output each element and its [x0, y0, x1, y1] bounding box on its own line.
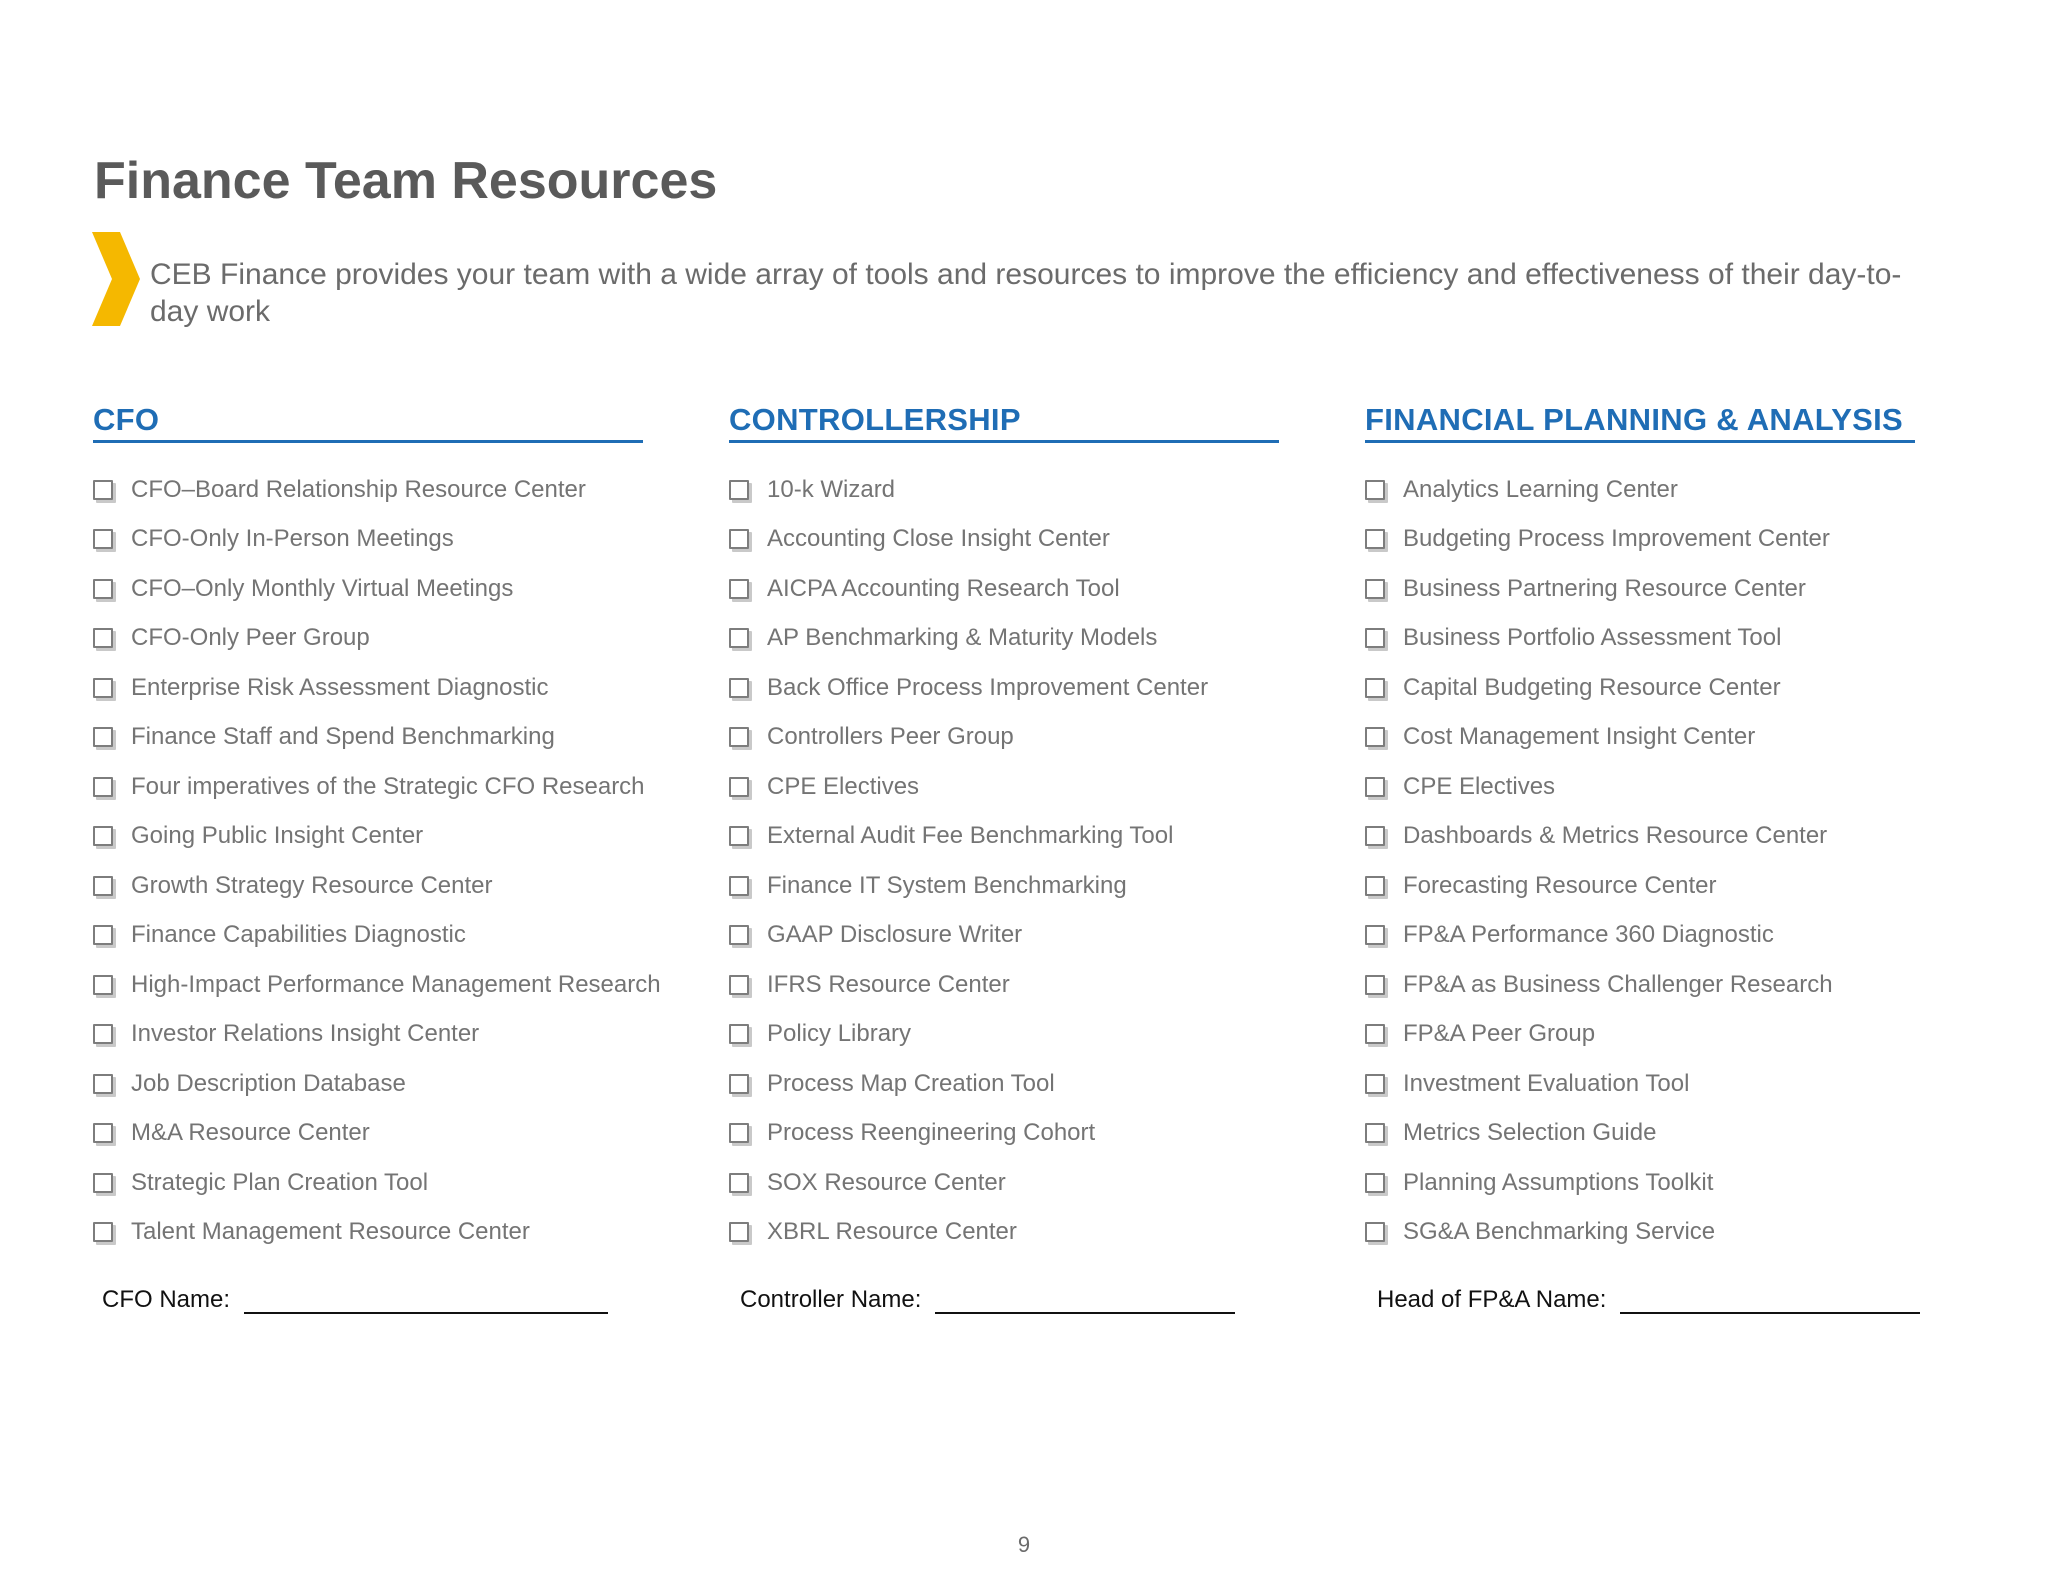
- checkbox[interactable]: [729, 727, 749, 747]
- item-label: AP Benchmarking & Maturity Models: [767, 624, 1158, 652]
- item-label: Four imperatives of the Strategic CFO Research: [131, 772, 645, 800]
- item-label: Talent Management Resource Center: [131, 1218, 530, 1246]
- checkbox[interactable]: [1365, 579, 1385, 599]
- checkbox[interactable]: [729, 480, 749, 500]
- checkbox[interactable]: [93, 727, 113, 747]
- item-label: GAAP Disclosure Writer: [767, 921, 1023, 949]
- checklist-item[interactable]: [1365, 1109, 1915, 1159]
- checkbox[interactable]: [1365, 826, 1385, 846]
- checklist-item[interactable]: [729, 614, 1279, 664]
- checkbox[interactable]: [729, 1173, 749, 1193]
- checkbox[interactable]: [729, 1222, 749, 1242]
- item-label: M&A Resource Center: [131, 1119, 370, 1147]
- checklist-item[interactable]: [1365, 911, 1915, 961]
- item-label: FP&A as Business Challenger Research: [1403, 970, 1833, 998]
- checkbox[interactable]: [729, 1123, 749, 1143]
- checklist-item[interactable]: [93, 1158, 643, 1208]
- controller-name-label: Controller Name:: [740, 1286, 922, 1313]
- checklist-item[interactable]: [1365, 713, 1915, 763]
- controller-name-field: [740, 1286, 1235, 1314]
- checkbox[interactable]: [93, 1074, 113, 1094]
- checklist-item[interactable]: [93, 960, 661, 1010]
- checklist-item[interactable]: [729, 663, 1279, 713]
- checklist-item[interactable]: [1365, 960, 1915, 1010]
- checklist-item[interactable]: [729, 1109, 1279, 1159]
- item-label: AICPA Accounting Research Tool: [767, 574, 1120, 602]
- checklist-item[interactable]: [93, 1059, 643, 1109]
- item-label: Job Description Database: [131, 1069, 406, 1097]
- checkbox[interactable]: [729, 678, 749, 698]
- checklist-item[interactable]: [1365, 564, 1915, 614]
- fpa-head-name-field: [1377, 1286, 1920, 1314]
- item-label: FP&A Peer Group: [1403, 1020, 1596, 1048]
- item-label: Enterprise Risk Assessment Diagnostic: [131, 673, 549, 701]
- checkbox[interactable]: [729, 529, 749, 549]
- checklist-item[interactable]: [1365, 614, 1915, 664]
- item-label: Growth Strategy Resource Center: [131, 871, 493, 899]
- checkbox[interactable]: [729, 628, 749, 648]
- checkbox[interactable]: [1365, 678, 1385, 698]
- checklist-fpa: [1365, 465, 1915, 1257]
- checklist-item[interactable]: [1365, 663, 1915, 713]
- checkbox[interactable]: [1365, 1173, 1385, 1193]
- controller-name-blank[interactable]: [935, 1286, 1235, 1314]
- item-label: Analytics Learning Center: [1403, 475, 1678, 503]
- item-label: CPE Electives: [1403, 772, 1556, 800]
- checklist-item[interactable]: [93, 663, 643, 713]
- checklist-controllership: [729, 465, 1279, 1257]
- item-label: IFRS Resource Center: [767, 970, 1010, 998]
- checkbox[interactable]: [1365, 628, 1385, 648]
- checklist-item[interactable]: [729, 960, 1279, 1010]
- item-label: Finance Capabilities Diagnostic: [131, 921, 466, 949]
- checkbox[interactable]: [1365, 975, 1385, 995]
- intro-text: CEB Finance provides your team with a wide array of tools and resources to improve the efficiency and effectiveness of their day-to-day work: [150, 258, 1902, 328]
- item-label: Controllers Peer Group: [767, 723, 1014, 751]
- checklist-item[interactable]: [729, 1208, 1279, 1258]
- column-fpa: [1365, 400, 1915, 1257]
- checkbox[interactable]: [1365, 529, 1385, 549]
- item-label: Business Partnering Resource Center: [1403, 574, 1806, 602]
- item-label: Forecasting Resource Center: [1403, 871, 1717, 899]
- checklist-item[interactable]: [93, 515, 643, 565]
- checklist-item[interactable]: [93, 564, 643, 614]
- checkbox[interactable]: [729, 925, 749, 945]
- item-label: Back Office Process Improvement Center: [767, 673, 1209, 701]
- checklist-item[interactable]: [1365, 1158, 1915, 1208]
- chevron-arrow-icon: [92, 232, 140, 326]
- page-number: 9: [1017, 1532, 1031, 1557]
- checkbox[interactable]: [729, 579, 749, 599]
- checklist-item[interactable]: [93, 713, 643, 763]
- checkbox[interactable]: [1365, 1222, 1385, 1242]
- checklist-item[interactable]: [1365, 1208, 1915, 1258]
- checkbox[interactable]: [729, 975, 749, 995]
- fpa-head-name-label: Head of FP&A Name:: [1377, 1286, 1607, 1313]
- checkbox[interactable]: [729, 826, 749, 846]
- item-label: Investment Evaluation Tool: [1403, 1069, 1690, 1097]
- column-cfo: [93, 400, 661, 1257]
- checkbox[interactable]: [93, 1222, 113, 1242]
- checklist-item[interactable]: [729, 564, 1279, 614]
- checkbox[interactable]: [93, 579, 113, 599]
- item-label: Process Reengineering Cohort: [767, 1119, 1096, 1147]
- item-label: Process Map Creation Tool: [767, 1069, 1055, 1097]
- checkbox[interactable]: [729, 876, 749, 896]
- item-label: 10-k Wizard: [767, 475, 896, 503]
- checkbox[interactable]: [1365, 876, 1385, 896]
- checklist-item[interactable]: [729, 465, 1279, 515]
- item-label: XBRL Resource Center: [767, 1218, 1017, 1246]
- checkbox[interactable]: [729, 1024, 749, 1044]
- checkbox[interactable]: [729, 1074, 749, 1094]
- checklist-item[interactable]: [1365, 515, 1915, 565]
- checkbox[interactable]: [93, 925, 113, 945]
- checklist-item[interactable]: [1365, 1010, 1915, 1060]
- checklist-item[interactable]: [1365, 1059, 1915, 1109]
- item-label: Metrics Selection Guide: [1403, 1119, 1657, 1147]
- checkbox[interactable]: [93, 480, 113, 500]
- item-label: High-Impact Performance Management Research: [131, 970, 661, 998]
- checklist-item[interactable]: [93, 911, 643, 961]
- checkbox[interactable]: [93, 1024, 113, 1044]
- item-label: CFO–Only Monthly Virtual Meetings: [131, 574, 514, 602]
- item-label: CFO-Only Peer Group: [131, 624, 370, 652]
- checkbox[interactable]: [1365, 727, 1385, 747]
- fpa-head-name-blank[interactable]: [1620, 1286, 1920, 1314]
- checkbox[interactable]: [93, 678, 113, 698]
- checklist-item[interactable]: [729, 1010, 1279, 1060]
- item-label: Budgeting Process Improvement Center: [1403, 525, 1830, 553]
- checkbox[interactable]: [93, 876, 113, 896]
- checklist-item[interactable]: [729, 1059, 1279, 1109]
- checkbox[interactable]: [93, 826, 113, 846]
- checkbox[interactable]: [1365, 480, 1385, 500]
- item-label: Finance IT System Benchmarking: [767, 871, 1127, 899]
- item-label: CFO–Board Relationship Resource Center: [131, 475, 586, 503]
- checklist-item[interactable]: [93, 465, 643, 515]
- checklist-item[interactable]: [93, 762, 643, 812]
- item-label: Business Portfolio Assessment Tool: [1403, 624, 1782, 652]
- item-label: Finance Staff and Spend Benchmarking: [131, 723, 555, 751]
- checklist-item[interactable]: [1365, 465, 1915, 515]
- item-label: External Audit Fee Benchmarking Tool: [767, 822, 1174, 850]
- item-label: Going Public Insight Center: [131, 822, 424, 850]
- item-label: Dashboards & Metrics Resource Center: [1403, 822, 1828, 850]
- item-label: Planning Assumptions Toolkit: [1403, 1168, 1714, 1196]
- checkbox[interactable]: [729, 777, 749, 797]
- checkbox[interactable]: [93, 975, 113, 995]
- item-label: Capital Budgeting Resource Center: [1403, 673, 1781, 701]
- column-heading-cfo: CFO: [93, 400, 643, 443]
- item-label: SOX Resource Center: [767, 1168, 1006, 1196]
- checklist-item[interactable]: [93, 1109, 643, 1159]
- checklist-item[interactable]: [1365, 861, 1915, 911]
- checklist-item[interactable]: [729, 1158, 1279, 1208]
- checklist-item[interactable]: [93, 1010, 643, 1060]
- item-label: SG&A Benchmarking Service: [1403, 1218, 1716, 1246]
- item-label: CFO-Only In-Person Meetings: [131, 525, 454, 553]
- checklist-item[interactable]: [93, 812, 643, 862]
- checkbox[interactable]: [93, 628, 113, 648]
- cfo-name-blank[interactable]: [244, 1286, 608, 1314]
- item-label: Cost Management Insight Center: [1403, 723, 1756, 751]
- item-label: Policy Library: [767, 1020, 912, 1048]
- checklist-item[interactable]: [1365, 762, 1915, 812]
- checkbox[interactable]: [1365, 777, 1385, 797]
- page-title: Finance Team Resources: [94, 152, 718, 210]
- checklist-item[interactable]: [1365, 812, 1915, 862]
- column-heading-fpa: FINANCIAL PLANNING & ANALYSIS: [1365, 400, 1915, 443]
- checkbox[interactable]: [1365, 925, 1385, 945]
- checkbox[interactable]: [93, 1123, 113, 1143]
- checkbox[interactable]: [93, 1173, 113, 1193]
- column-controllership: [729, 400, 1279, 1257]
- checklist-item[interactable]: [729, 812, 1279, 862]
- column-heading-controllership: CONTROLLERSHIP: [729, 400, 1279, 443]
- item-label: FP&A Performance 360 Diagnostic: [1403, 921, 1774, 949]
- checkbox[interactable]: [1365, 1123, 1385, 1143]
- item-label: Strategic Plan Creation Tool: [131, 1168, 429, 1196]
- checklist-item[interactable]: [729, 861, 1279, 911]
- checklist-item[interactable]: [729, 515, 1279, 565]
- cfo-name-field: [102, 1286, 608, 1314]
- checkbox[interactable]: [1365, 1074, 1385, 1094]
- checklist-item[interactable]: [93, 861, 643, 911]
- checkbox[interactable]: [1365, 1024, 1385, 1044]
- checklist-item[interactable]: [729, 762, 1279, 812]
- item-label: Accounting Close Insight Center: [767, 525, 1110, 553]
- checkbox[interactable]: [93, 777, 113, 797]
- item-label: Investor Relations Insight Center: [131, 1020, 480, 1048]
- cfo-name-label: CFO Name:: [102, 1286, 231, 1313]
- checklist-item[interactable]: [93, 614, 643, 664]
- checklist-item[interactable]: [93, 1208, 643, 1258]
- checklist-cfo: [93, 465, 661, 1257]
- checklist-item[interactable]: [729, 713, 1279, 763]
- item-label: CPE Electives: [767, 772, 920, 800]
- checkbox[interactable]: [93, 529, 113, 549]
- checklist-item[interactable]: [729, 911, 1279, 961]
